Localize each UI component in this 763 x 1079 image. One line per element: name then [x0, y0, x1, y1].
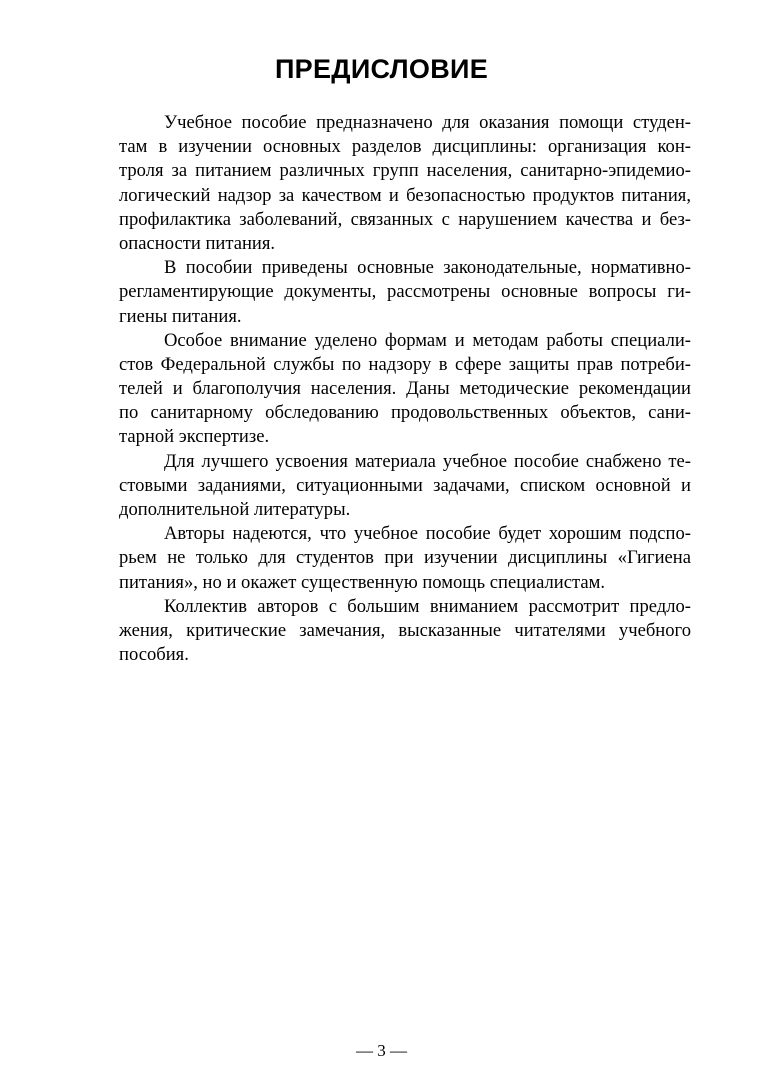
- text-line: жения, критические замечания, высказанные читателями учебного: [119, 619, 691, 641]
- paragraph-2: [74, 256, 691, 329]
- text-line: троля за питанием различных групп населения, санитарно-эпидемио-: [119, 160, 691, 182]
- text-line: рьем не только для студентов при изучении дисциплины «Гигиена: [119, 547, 691, 569]
- text-line: тарной экспертизе.: [119, 426, 270, 448]
- text-line: регламентирующие документы, рассмотрены основные вопросы ги-: [119, 281, 691, 303]
- text-line: профилактика заболеваний, связанных с нарушением качества и без-: [119, 208, 691, 230]
- text-line: Особое внимание уделено формам и методам работы специали-: [164, 329, 691, 351]
- text-line: Авторы надеются, что учебное пособие будет хорошим подспо-: [164, 523, 691, 545]
- text-line: логический надзор за качеством и безопасностью продуктов питания,: [119, 184, 691, 206]
- paragraph-1: [74, 111, 691, 256]
- paragraph-4: [74, 450, 691, 523]
- preface-body: [74, 111, 691, 667]
- text-line: по санитарному обследованию продовольственных объектов, сани-: [119, 402, 691, 424]
- text-line: Учебное пособие предназначено для оказания помощи студен-: [164, 112, 691, 133]
- text-line: стовыми заданиями, ситуационными задачами, списком основной и: [119, 474, 691, 496]
- text-line: пособия.: [119, 644, 189, 666]
- paragraph-6: [74, 595, 691, 668]
- page-number: — 3 —: [356, 1041, 407, 1060]
- text-line: Коллектив авторов с большим вниманием рассмотрит предло-: [164, 595, 691, 617]
- text-line: там в изучении основных разделов дисциплины: организация кон-: [119, 136, 691, 158]
- page-title: ПРЕДИСЛОВИЕ: [274, 54, 489, 84]
- paragraph-3: [74, 329, 691, 450]
- paragraph-5: [74, 522, 691, 595]
- text-line: питания», но и окажет существенную помощь специалистам.: [119, 571, 606, 593]
- text-line: В пособии приведены основные законодательные, нормативно-: [164, 257, 691, 279]
- text-line: Для лучшего усвоения материала учебное пособие снабжено те-: [164, 450, 691, 472]
- text-line: стов Федеральной службы по надзору в сфере защиты прав потреби-: [119, 353, 691, 375]
- text-line: опасности питания.: [119, 232, 276, 254]
- text-line: телей и благополучия населения. Даны методические рекомендации: [119, 378, 691, 400]
- text-line: дополнительной литературы.: [119, 499, 351, 520]
- text-line: гиены питания.: [119, 305, 242, 327]
